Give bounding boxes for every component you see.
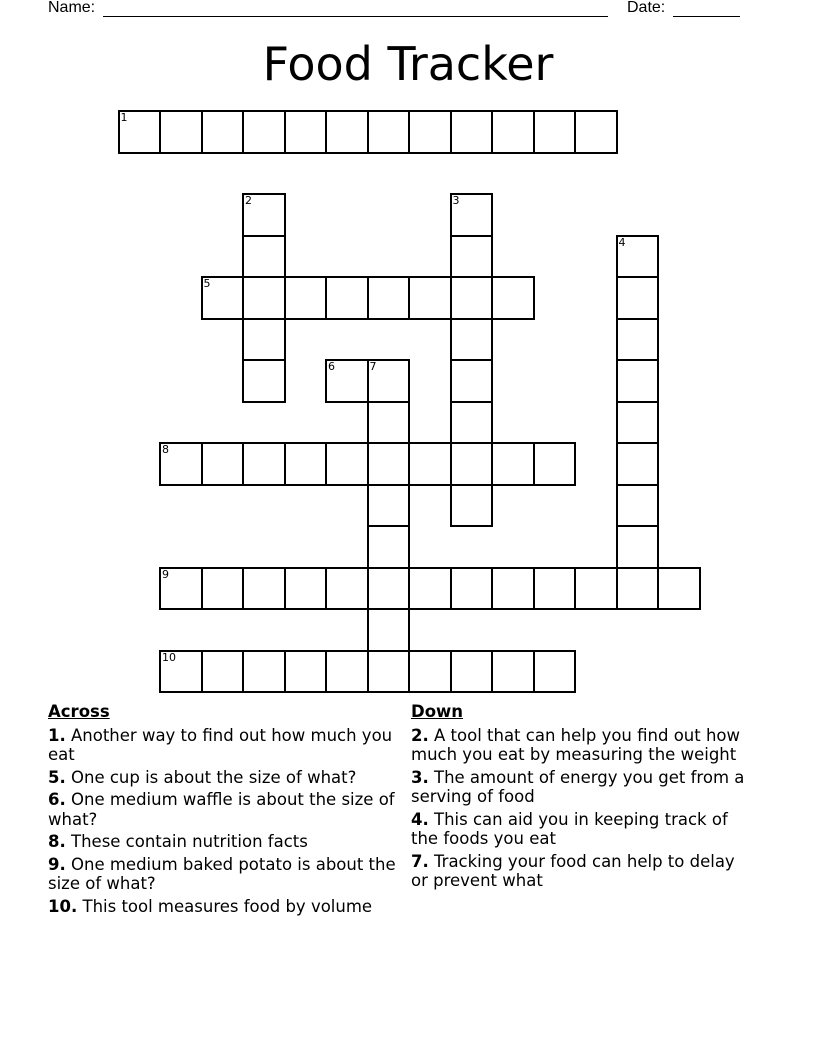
clue-text: Tracking your food can help to delay or prevent what	[411, 851, 735, 890]
grid-cell[interactable]	[408, 650, 452, 694]
clue-item	[411, 768, 751, 807]
grid-cell[interactable]	[325, 567, 369, 611]
clue-number: 7.	[411, 851, 429, 871]
grid-cell[interactable]	[201, 442, 245, 486]
clue-number: 4.	[411, 809, 429, 829]
grid-cell[interactable]	[533, 110, 577, 154]
grid-cell[interactable]	[533, 650, 577, 694]
grid-cell[interactable]	[616, 276, 660, 320]
cell-number: 2	[245, 194, 252, 207]
date-label: Date:	[627, 0, 666, 16]
grid-cell[interactable]	[491, 567, 535, 611]
grid-cell[interactable]	[159, 442, 203, 486]
cell-number: 8	[162, 443, 169, 456]
grid-cell[interactable]	[367, 442, 411, 486]
grid-cell[interactable]	[284, 442, 328, 486]
grid-cell[interactable]	[367, 401, 411, 445]
grid-cell[interactable]	[616, 484, 660, 528]
cell-number: 4	[618, 235, 626, 249]
clue-text: One cup is about the size of what?	[71, 767, 357, 787]
grid-cell[interactable]	[242, 359, 286, 403]
grid-cell[interactable]	[159, 110, 203, 154]
clue-text: One medium baked potato is about the size of what?	[48, 854, 396, 893]
grid-cell[interactable]	[201, 650, 245, 694]
clue-item	[48, 726, 398, 765]
grid-cell[interactable]	[118, 110, 162, 154]
grid-cell[interactable]	[450, 650, 494, 694]
grid-cell[interactable]	[408, 276, 452, 320]
cell-number: 6	[328, 360, 335, 373]
cell-number: 5	[203, 277, 211, 290]
grid-cell[interactable]	[242, 193, 286, 237]
across-clue-list	[48, 726, 398, 917]
grid-cell[interactable]	[242, 567, 286, 611]
grid-cell[interactable]	[201, 567, 245, 611]
grid-cell[interactable]	[533, 567, 577, 611]
clue-number: 9.	[48, 854, 66, 874]
grid-cell[interactable]	[450, 276, 494, 320]
clue-item	[411, 810, 751, 849]
grid-cell[interactable]	[367, 650, 411, 694]
grid-cell[interactable]	[367, 276, 411, 320]
grid-cell[interactable]	[408, 110, 452, 154]
cell-number: 1	[120, 111, 128, 124]
name-label: Name:	[48, 0, 96, 16]
clue-item	[48, 897, 398, 917]
grid-cell[interactable]	[450, 567, 494, 611]
grid-cell[interactable]	[325, 276, 369, 320]
across-heading: Across	[48, 702, 110, 721]
grid-cell[interactable]	[450, 359, 494, 403]
grid-cell[interactable]	[367, 525, 411, 569]
page-title: Food Tracker	[262, 37, 554, 91]
clue-number: 5.	[48, 767, 66, 787]
clue-number: 8.	[48, 832, 66, 851]
clue-text: A tool that can help you find out how much you eat by measuring the weight	[411, 725, 741, 764]
grid-cell[interactable]	[242, 235, 286, 279]
grid-cell[interactable]	[616, 235, 660, 279]
grid-cell[interactable]	[450, 110, 494, 154]
cell-number: 7	[369, 360, 377, 373]
grid-cell[interactable]	[574, 110, 618, 154]
grid-cell[interactable]	[284, 276, 328, 320]
grid-cell[interactable]	[367, 110, 411, 154]
clue-item	[411, 852, 751, 891]
grid-cell[interactable]	[325, 110, 369, 154]
grid-cell[interactable]	[408, 567, 452, 611]
grid-cell[interactable]	[616, 442, 660, 486]
clue-text: This can aid you in keeping track of the foods you eat	[411, 809, 728, 848]
grid-cell[interactable]	[242, 442, 286, 486]
grid-cell[interactable]	[367, 608, 411, 652]
clue-item	[48, 832, 398, 852]
grid-cell[interactable]	[367, 359, 411, 403]
clue-text: The amount of energy you get from a serving of food	[411, 767, 745, 806]
grid-cell[interactable]	[450, 235, 494, 279]
grid-cell[interactable]	[242, 318, 286, 362]
grid-cell[interactable]	[367, 484, 411, 528]
grid-cell[interactable]	[325, 650, 369, 694]
grid-cell[interactable]	[201, 110, 245, 154]
grid-cell[interactable]	[491, 276, 535, 320]
clue-number: 1.	[48, 725, 66, 745]
grid-cell[interactable]	[574, 567, 618, 611]
grid-cell[interactable]	[201, 276, 245, 320]
clue-item	[411, 726, 751, 765]
cell-number: 10	[162, 650, 176, 664]
grid-cell[interactable]	[242, 650, 286, 694]
grid-cell[interactable]	[616, 525, 660, 569]
clue-item	[48, 790, 398, 829]
clue-item	[48, 855, 398, 894]
clue-number: 2.	[411, 725, 429, 745]
grid-cell[interactable]	[616, 401, 660, 445]
grid-cell[interactable]	[657, 567, 701, 611]
grid-cell[interactable]	[325, 442, 369, 486]
grid-cell[interactable]	[533, 442, 577, 486]
down-clue-list	[411, 726, 751, 891]
grid-cell[interactable]	[616, 359, 660, 403]
grid-cell[interactable]	[491, 650, 535, 694]
grid-cell[interactable]	[450, 193, 494, 237]
clue-text: One medium waffle is about the size of what?	[48, 790, 395, 829]
grid-cell[interactable]	[159, 650, 203, 694]
grid-cell[interactable]	[367, 567, 411, 611]
cell-number: 3	[452, 194, 460, 207]
clue-number: 3.	[411, 767, 429, 787]
grid-cell[interactable]	[284, 567, 328, 611]
grid-cell[interactable]	[325, 359, 369, 403]
grid-cell[interactable]	[408, 442, 452, 486]
grid-cell[interactable]	[491, 442, 535, 486]
grid-cell[interactable]	[242, 276, 286, 320]
clue-item	[48, 768, 398, 788]
grid-cell[interactable]	[450, 442, 494, 486]
across-clues	[48, 702, 398, 919]
grid-cell[interactable]	[450, 401, 494, 445]
grid-cell[interactable]	[284, 110, 328, 154]
clue-text: This tool measures food by volume	[82, 896, 373, 916]
clue-text: Another way to find out how much you eat	[48, 725, 393, 764]
grid-cell[interactable]	[242, 110, 286, 154]
grid-cell[interactable]	[616, 567, 660, 611]
clue-text: These contain nutrition facts	[71, 832, 308, 851]
clue-number: 6.	[48, 790, 66, 809]
cell-number: 9	[162, 567, 169, 581]
clue-number: 10.	[48, 896, 78, 916]
down-clues	[411, 702, 751, 894]
grid-cell[interactable]	[159, 567, 203, 611]
grid-cell[interactable]	[284, 650, 328, 694]
grid-cell[interactable]	[616, 318, 660, 362]
down-heading: Down	[411, 702, 464, 721]
grid-cell[interactable]	[450, 484, 494, 528]
grid-cell[interactable]	[450, 318, 494, 362]
grid-cell[interactable]	[491, 110, 535, 154]
